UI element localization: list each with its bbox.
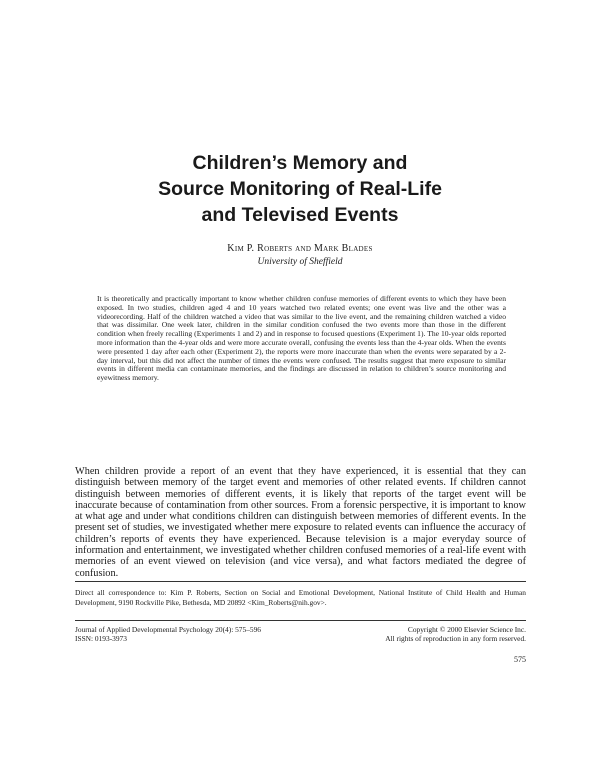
copyright-notice: Copyright © 2000 Elsevier Science Inc. [407, 625, 526, 634]
footnote-divider [75, 581, 526, 582]
author-list: Kim P. Roberts and Mark Blades [227, 243, 373, 254]
abstract-text: It is theoretically and practically important to know whether children confuse memories of different events to which they have been exposed. In two studies, children aged 4 and 10 years watched two related events; one event was live and the other was a videorecording. Half of the children watched a video that was similar to the live event, and the remaining children watched a video that was dissimilar. One week later, children in the similar condition confused the two events more than those in the different condition when freely recalling (Experiments 1 and 2) and in response to focused questions (Experiment 1). The 10-year olds reported more information than the 4-year olds and were more accurate overall, confusing the events less than the 4-year olds. When the events were presented 1 day after each other (Experiment 2), the reports were more inaccurate than when the events were separated by a 2-day interval, but this did not affect the number of times the events were confused. The results suggest that mere exposure to similar events in different media can contaminate memories, and the findings are discussed in relation to children’s source monitoring and eyewitness memory. [97, 294, 506, 383]
title-line-1: Children’s Memory and [192, 152, 408, 174]
journal-info [75, 625, 526, 644]
affiliation: University of Sheffield [257, 257, 343, 267]
page-number: 575 [514, 655, 526, 664]
title-line-2: Source Monitoring of Real-Life [158, 178, 442, 200]
rights-notice: All rights of reproduction in any form reserved. [385, 634, 526, 644]
correspondence-text: Direct all correspondence to: Kim P. Roberts, Section on Social and Emotional Development, National Institute of Child Health and Human Development, 9190 Rockville Pike, Bethesda, MD 20892 <Kim_Roberts@nih.gov>. [75, 588, 526, 607]
correspondence-note [75, 588, 526, 607]
abstract [97, 295, 506, 383]
intro-paragraph: When children provide a report of an event that they have experienced, it is essential that they can distinguish between memory of the target event and memories of other related events. If children cannot distinguish between memories of different events, it is likely that reports of the target event will be inaccurate because of contamination from other sources. From a forensic perspective, it is important to know at what age and under what conditions children can distinguish between memories of different events. In the present set of studies, we investigated whether mere exposure to related events can influence the accuracy of children’s reports of events they have experienced. Because television is a major everyday source of information and entertainment, we investigated whether children confused memories of a real-life event with memories of an event viewed on television (and vice versa), and what factors mediated the degree of confusion. [75, 466, 526, 579]
body-paragraph [75, 466, 526, 579]
issn: ISSN: 0193-3973 [75, 634, 127, 644]
title-line-3: and Televised Events [201, 204, 399, 226]
journal-citation: Journal of Applied Developmental Psychology 20(4): 575–596 [75, 625, 261, 634]
article-title [0, 150, 600, 228]
journal-divider [75, 620, 526, 621]
